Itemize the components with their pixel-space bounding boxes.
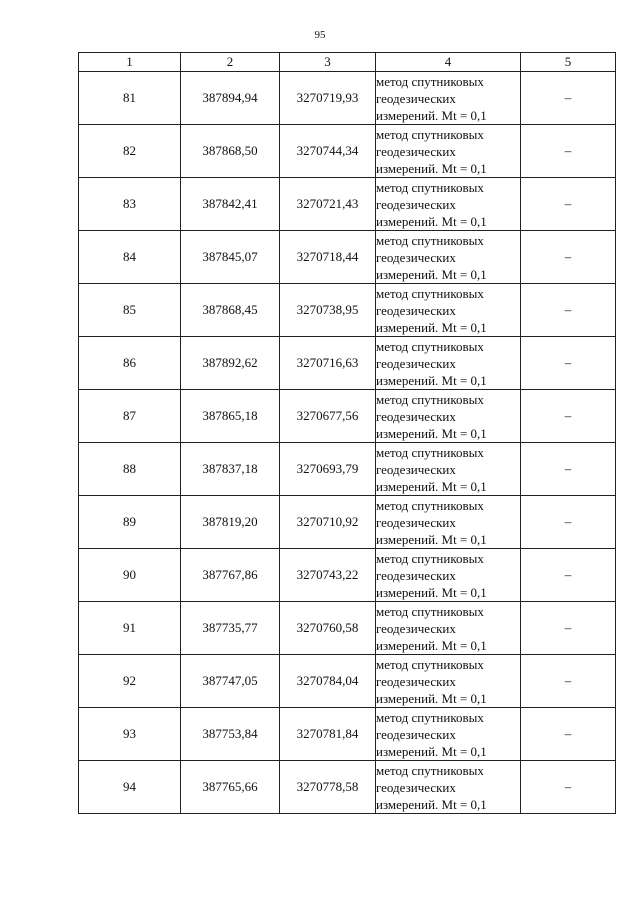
method-cell (376, 390, 521, 443)
y-coordinate-cell: 3270738,95 (280, 284, 376, 337)
method-cell (376, 178, 521, 231)
table-row (79, 602, 616, 655)
table-row (79, 390, 616, 443)
header-col-4: 4 (376, 53, 521, 72)
y-coordinate-cell: 3270781,84 (280, 708, 376, 761)
x-coordinate-cell: 387868,50 (181, 125, 280, 178)
method-cell (376, 602, 521, 655)
method-line: измерений. Mt = 0,1 (376, 690, 487, 706)
header-col-1: 1 (79, 53, 181, 72)
method-cell (376, 708, 521, 761)
x-coordinate-cell: 387842,41 (181, 178, 280, 231)
y-coordinate-cell: 3270677,56 (280, 390, 376, 443)
header-col-2: 2 (181, 53, 280, 72)
method-line: метод спутниковых (376, 232, 484, 248)
method-cell (376, 125, 521, 178)
y-coordinate-cell: 3270693,79 (280, 443, 376, 496)
method-cell (376, 72, 521, 125)
method-line: геодезических (376, 143, 456, 159)
method-line: геодезических (376, 408, 456, 424)
point-number-cell: 83 (79, 178, 181, 231)
table-header (79, 53, 616, 72)
method-line: геодезических (376, 355, 456, 371)
method-line: геодезических (376, 249, 456, 265)
table-row (79, 496, 616, 549)
method-line: геодезических (376, 620, 456, 636)
table-row (79, 443, 616, 496)
note-cell: – (521, 761, 616, 814)
method-cell (376, 284, 521, 337)
method-line: измерений. Mt = 0,1 (376, 796, 487, 812)
method-cell (376, 761, 521, 814)
method-line: измерений. Mt = 0,1 (376, 107, 487, 123)
method-line: метод спутниковых (376, 550, 484, 566)
y-coordinate-cell: 3270760,58 (280, 602, 376, 655)
method-cell (376, 443, 521, 496)
table-row (79, 708, 616, 761)
method-line: измерений. Mt = 0,1 (376, 584, 487, 600)
method-line: геодезических (376, 673, 456, 689)
method-line: измерений. Mt = 0,1 (376, 743, 487, 759)
method-cell (376, 231, 521, 284)
point-number-cell: 94 (79, 761, 181, 814)
method-line: геодезических (376, 302, 456, 318)
point-number-cell: 91 (79, 602, 181, 655)
y-coordinate-cell: 3270784,04 (280, 655, 376, 708)
method-line: измерений. Mt = 0,1 (376, 319, 487, 335)
table-body (79, 72, 616, 814)
method-line: геодезических (376, 461, 456, 477)
table-row (79, 337, 616, 390)
note-cell: – (521, 602, 616, 655)
y-coordinate-cell: 3270744,34 (280, 125, 376, 178)
y-coordinate-cell: 3270778,58 (280, 761, 376, 814)
point-number-cell: 92 (79, 655, 181, 708)
method-line: измерений. Mt = 0,1 (376, 160, 487, 176)
method-line: метод спутниковых (376, 444, 484, 460)
table-row (79, 284, 616, 337)
method-line: геодезических (376, 726, 456, 742)
header-col-5: 5 (521, 53, 616, 72)
header-row (79, 53, 616, 72)
note-cell: – (521, 443, 616, 496)
method-line: метод спутниковых (376, 126, 484, 142)
method-cell (376, 337, 521, 390)
x-coordinate-cell: 387767,86 (181, 549, 280, 602)
y-coordinate-cell: 3270743,22 (280, 549, 376, 602)
page-number: 95 (314, 29, 326, 41)
point-number-cell: 87 (79, 390, 181, 443)
note-cell: – (521, 284, 616, 337)
point-number-cell: 93 (79, 708, 181, 761)
note-cell: – (521, 549, 616, 602)
method-line: измерений. Mt = 0,1 (376, 213, 487, 229)
method-cell (376, 496, 521, 549)
point-number-cell: 89 (79, 496, 181, 549)
x-coordinate-cell: 387894,94 (181, 72, 280, 125)
x-coordinate-cell: 387837,18 (181, 443, 280, 496)
method-line: измерений. Mt = 0,1 (376, 478, 487, 494)
x-coordinate-cell: 387845,07 (181, 231, 280, 284)
method-line: метод спутниковых (376, 762, 484, 778)
method-line: геодезических (376, 196, 456, 212)
table-row (79, 72, 616, 125)
note-cell: – (521, 72, 616, 125)
note-cell: – (521, 390, 616, 443)
x-coordinate-cell: 387765,66 (181, 761, 280, 814)
x-coordinate-cell: 387868,45 (181, 284, 280, 337)
method-line: измерений. Mt = 0,1 (376, 372, 487, 388)
method-cell (376, 549, 521, 602)
table-row (79, 761, 616, 814)
method-line: метод спутниковых (376, 338, 484, 354)
point-number-cell: 85 (79, 284, 181, 337)
x-coordinate-cell: 387892,62 (181, 337, 280, 390)
method-line: измерений. Mt = 0,1 (376, 637, 487, 653)
method-line: метод спутниковых (376, 391, 484, 407)
method-line: метод спутниковых (376, 179, 484, 195)
x-coordinate-cell: 387819,20 (181, 496, 280, 549)
y-coordinate-cell: 3270719,93 (280, 72, 376, 125)
method-line: метод спутниковых (376, 656, 484, 672)
method-line: геодезических (376, 90, 456, 106)
method-line: измерений. Mt = 0,1 (376, 425, 487, 441)
table-row (79, 125, 616, 178)
table-row (79, 549, 616, 602)
note-cell: – (521, 231, 616, 284)
point-number-cell: 81 (79, 72, 181, 125)
method-line: метод спутниковых (376, 73, 484, 89)
method-cell (376, 655, 521, 708)
method-line: геодезических (376, 779, 456, 795)
y-coordinate-cell: 3270718,44 (280, 231, 376, 284)
x-coordinate-cell: 387735,77 (181, 602, 280, 655)
method-line: метод спутниковых (376, 497, 484, 513)
table-row (79, 231, 616, 284)
method-line: измерений. Mt = 0,1 (376, 266, 487, 282)
point-number-cell: 90 (79, 549, 181, 602)
table-row (79, 178, 616, 231)
point-number-cell: 88 (79, 443, 181, 496)
y-coordinate-cell: 3270710,92 (280, 496, 376, 549)
point-number-cell: 84 (79, 231, 181, 284)
note-cell: – (521, 178, 616, 231)
y-coordinate-cell: 3270716,63 (280, 337, 376, 390)
header-col-3: 3 (280, 53, 376, 72)
method-line: метод спутниковых (376, 709, 484, 725)
point-number-cell: 82 (79, 125, 181, 178)
method-line: метод спутниковых (376, 603, 484, 619)
x-coordinate-cell: 387747,05 (181, 655, 280, 708)
point-number-cell: 86 (79, 337, 181, 390)
x-coordinate-cell: 387865,18 (181, 390, 280, 443)
note-cell: – (521, 655, 616, 708)
x-coordinate-cell: 387753,84 (181, 708, 280, 761)
coordinates-table (78, 52, 616, 814)
y-coordinate-cell: 3270721,43 (280, 178, 376, 231)
note-cell: – (521, 708, 616, 761)
method-line: геодезических (376, 567, 456, 583)
table-row (79, 655, 616, 708)
note-cell: – (521, 496, 616, 549)
method-line: геодезических (376, 514, 456, 530)
note-cell: – (521, 337, 616, 390)
method-line: метод спутниковых (376, 285, 484, 301)
method-line: измерений. Mt = 0,1 (376, 531, 487, 547)
note-cell: – (521, 125, 616, 178)
